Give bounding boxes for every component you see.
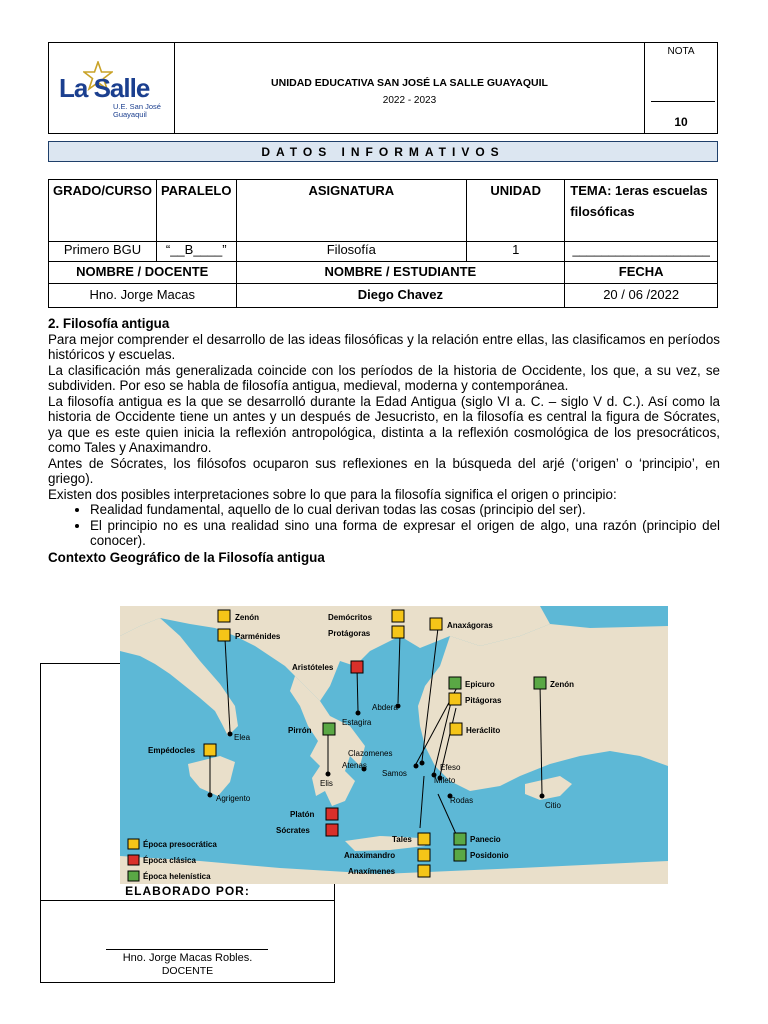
names-data-row: [49, 284, 718, 308]
document-header: [48, 42, 718, 134]
logo-sub-line-2: Guayaquil: [113, 110, 147, 119]
label-panecio: Panecio: [470, 835, 501, 844]
marker-tales: [418, 833, 430, 845]
city-citio: Citio: [545, 801, 562, 810]
marker-panecio: [454, 833, 466, 845]
marker-parmenides: [218, 629, 230, 641]
marker-anaximenes: [418, 865, 430, 877]
label-zenon-2: Zenón: [550, 680, 574, 689]
list-item: • Realidad fundamental, aquello de lo cual derivan todas las cosas (principio del ser).: [90, 502, 720, 518]
city-agrigento: Agrigento: [216, 794, 251, 803]
elaborado-por-label: ELABORADO POR:: [125, 884, 250, 898]
paragraph-2: La clasificación más generalizada coincide con los períodos de la historia de Occidente, los que, a su vez, se subdividen. Por eso se habla de filosofía antigua, medieval, moderna y contemporánea.: [48, 362, 720, 393]
marker-posidonio: [454, 849, 466, 861]
marker-anaxagoras: [430, 618, 442, 630]
nota-label: NOTA: [667, 46, 695, 57]
label-posidonio: Posidonio: [470, 851, 509, 860]
logo-cell: [49, 43, 175, 133]
label-pirron: Pirrón: [288, 726, 312, 735]
city-samos: Samos: [382, 769, 407, 778]
school-logo: [57, 61, 171, 121]
legend-swatch-helenistica: [128, 871, 139, 881]
ancient-greece-map: [120, 606, 668, 884]
elaborado-divider: [40, 900, 335, 901]
header-unidad: UNIDAD: [467, 180, 565, 242]
marker-zenon-1: [218, 610, 230, 622]
school-cell: [175, 43, 645, 133]
city-mileto: Mileto: [434, 776, 456, 785]
marker-aristoteles: [351, 661, 363, 673]
header-paralelo: PARALELO: [156, 180, 236, 242]
marker-socrates: [326, 824, 338, 836]
date-value: 20 / 06 /2022: [565, 284, 718, 308]
legend-clasica: Época clásica: [143, 856, 196, 865]
info-table: [48, 179, 718, 308]
label-tales: Tales: [392, 835, 412, 844]
paragraph-5: Existen dos posibles interpretaciones sobre lo que para la filosofía significa el origen o principio:: [48, 486, 617, 502]
signature-name: Hno. Jorge Macas Robles.: [122, 952, 253, 964]
docente-name: Hno. Jorge Macas: [49, 284, 237, 308]
label-anaxagoras: Anaxágoras: [447, 621, 493, 630]
header-grado: GRADO/CURSO: [49, 180, 157, 242]
value-asignatura: Filosofía: [236, 242, 467, 262]
marker-zenon-2: [534, 677, 546, 689]
city-atenas: Atenas: [342, 761, 367, 770]
label-estudiante: NOMBRE / ESTUDIANTE: [236, 262, 565, 284]
marker-epicuro: [449, 677, 461, 689]
signature-line: [106, 949, 268, 950]
value-tema: ___________________: [565, 242, 718, 262]
city-efeso: Efeso: [440, 763, 461, 772]
label-protagoras: Protágoras: [328, 629, 371, 638]
table-values-row: [49, 242, 718, 262]
label-platon: Platón: [290, 810, 315, 819]
legend-swatch-clasica: [128, 855, 139, 865]
label-democritos: Demócritos: [328, 613, 373, 622]
marker-pirron: [323, 723, 335, 735]
city-clazomenes: Clazomenes: [348, 749, 393, 758]
school-year: 2022 - 2023: [382, 95, 437, 106]
city-elea: Elea: [234, 733, 251, 742]
logo-sub-line-1: U.E. San José: [113, 102, 161, 111]
label-pitagoras: Pitágoras: [465, 696, 502, 705]
paragraph-3: La filosofía antigua es la que se desarrolló durante la Edad Antigua (siglo VI a. C. – siglo V d. C.). Así como la historia de Occidente tiene un antes y un después de Jesucristo, en la filosofía es central la figura de Sócrates, ya que es este quien inicia la reflexión antropológica, distinta a la reflexión cosmológica de los presocráticos, como Tales y Anaximandro.: [48, 393, 720, 455]
marker-empedocles: [204, 744, 216, 756]
interpretations-list: [48, 502, 720, 549]
header-asignatura: ASIGNATURA: [236, 180, 467, 242]
value-unidad: 1: [467, 242, 565, 262]
value-paralelo: “__B____”: [156, 242, 236, 262]
student-name: Diego Chavez: [236, 284, 565, 308]
label-epicuro: Epicuro: [465, 680, 495, 689]
marker-anaximandro: [418, 849, 430, 861]
label-socrates: Sócrates: [276, 826, 310, 835]
label-aristoteles: Aristóteles: [292, 663, 334, 672]
section-title: 2. Filosofía antigua: [48, 316, 170, 331]
list-item: • El principio no es una realidad sino una forma de expresar el origen de algo, una razón (principio del conocer).: [90, 518, 720, 549]
nota-cell: [645, 43, 717, 133]
nota-value: 10: [674, 115, 688, 129]
marker-democritos: [392, 610, 404, 622]
label-docente: NOMBRE / DOCENTE: [49, 262, 237, 284]
logo-subtitle: [113, 103, 173, 119]
table-header-row: [49, 180, 718, 242]
city-rodas: Rodas: [450, 796, 474, 805]
map-title: Contexto Geográfico de la Filosofía antigua: [48, 549, 325, 565]
label-zenon-1: Zenón: [235, 613, 259, 622]
main-content: [48, 316, 720, 565]
marker-heraclito: [450, 723, 462, 735]
datos-informativos-bar: DATOS INFORMATIVOS: [48, 141, 718, 162]
label-heraclito: Heráclito: [466, 726, 501, 735]
signature-role: DOCENTE: [161, 965, 214, 977]
paragraph-4: Antes de Sócrates, los filósofos ocuparon sus reflexiones en la búsqueda del arjé (‘origen’ o ‘principio’, en griego).: [48, 455, 720, 486]
header-tema: TEMA: 1eras escuelas filosóficas: [565, 180, 718, 242]
school-name: UNIDAD EDUCATIVA SAN JOSÉ LA SALLE GUAYAQUIL: [271, 77, 548, 89]
legend-presocratica: Época presocrática: [143, 840, 217, 849]
nota-divider: [651, 101, 715, 102]
label-anaximandro: Anaximandro: [344, 851, 396, 860]
value-grado: Primero BGU: [49, 242, 157, 262]
label-empedocles: Empédocles: [148, 746, 196, 755]
marker-platon: [326, 808, 338, 820]
label-parmenides: Parménides: [235, 632, 281, 641]
names-label-row: [49, 262, 718, 284]
label-fecha: FECHA: [565, 262, 718, 284]
marker-pitagoras: [449, 693, 461, 705]
marker-protagoras: [392, 626, 404, 638]
city-estagira: Estagira: [342, 718, 372, 727]
paragraph-1: Para mejor comprender el desarrollo de las ideas filosóficas y la relación entre ellas, las clasificamos en períodos históricos y escuelas.: [48, 331, 720, 362]
label-anaximenes: Anaxímenes: [348, 867, 396, 876]
city-abdera: Abdera: [372, 703, 398, 712]
legend-helenistica: Época helenística: [143, 872, 211, 881]
legend-swatch-presocratica: [128, 839, 139, 849]
city-elis: Elis: [320, 779, 333, 788]
logo-text: La Salle: [59, 73, 150, 103]
